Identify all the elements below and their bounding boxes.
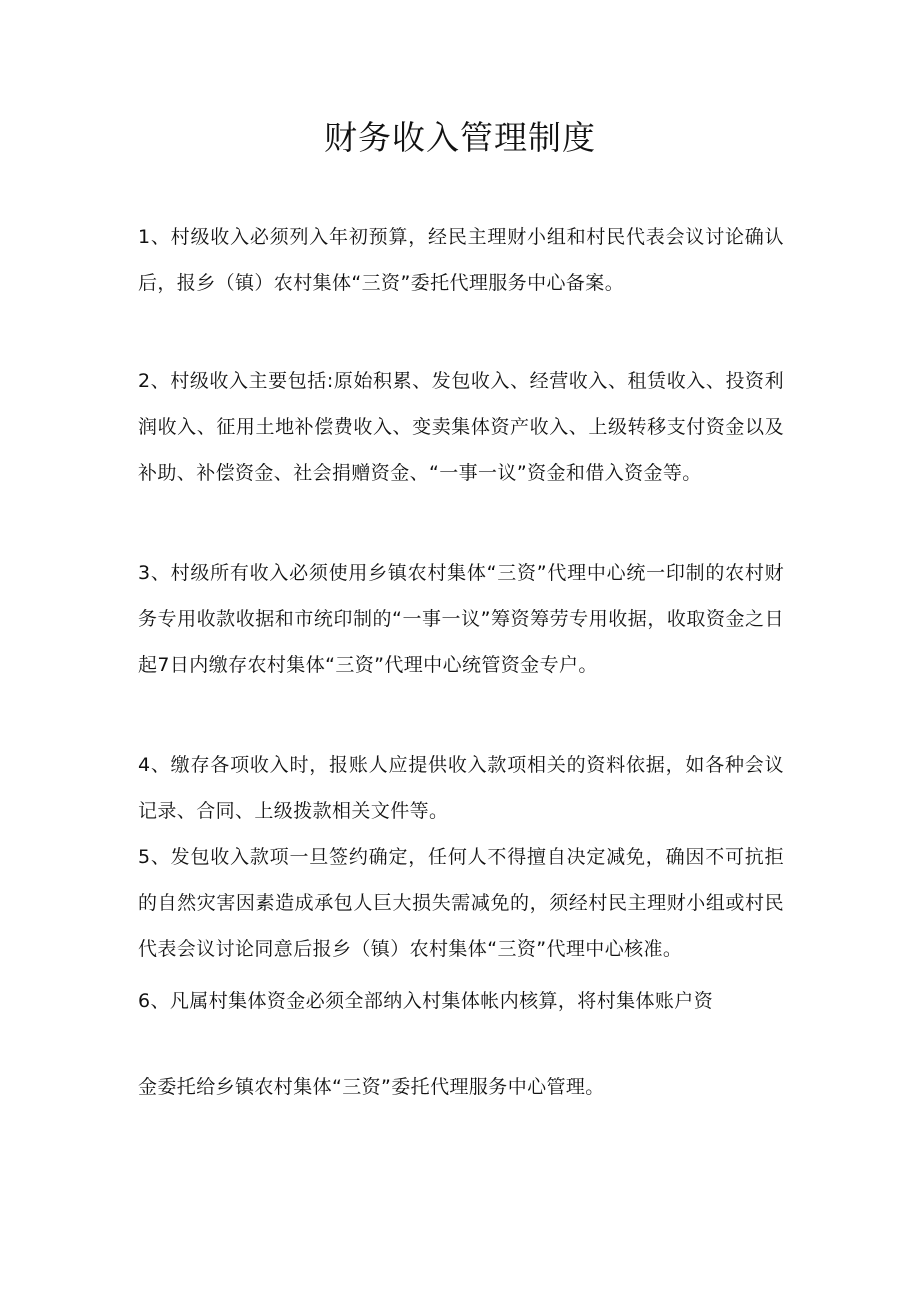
paragraph-3: 3、村级所有收入必须使用乡镇农村集体“三资”代理中心统一印制的农村财务专用收款收据和市统印制的“一事一议”筹资筹劳专用收据，收取资金之日起7日内缴存农村集体“三资”代理中心统管资金专户。 — [138, 562, 784, 676]
paragraph-1: 1、村级收入必须列入年初预算，经民主理财小组和村民代表会议讨论确认后，报乡（镇）农村集体“三资”委托代理服务中心备案。 — [138, 226, 784, 294]
paragraph-4: 4、缴存各项收入时，报账人应提供收入款项相关的资料依据，如各种会议记录、合同、上级拨款相关文件等。 — [138, 754, 784, 822]
paragraph-6: 6、凡属村集体资金必须全部纳入村集体帐内核算，将村集体账户资 — [138, 990, 714, 1012]
paragraph-2: 2、村级收入主要包括:原始积累、发包收入、经营收入、租赁收入、投资利润收入、征用土地补偿费收入、变卖集体资产收入、上级转移支付资金以及补助、补偿资金、社会捐赠资金、“一事一议”资金和借入资金等。 — [138, 370, 784, 484]
document-title: 财务收入管理制度 — [324, 118, 596, 157]
paragraph-5: 5、发包收入款项一旦签约确定，任何人不得擅自决定减免，确因不可抗拒的自然灾害因素造成承包人巨大损失需减免的，须经村民主理财小组或村民代表会议讨论同意后报乡（镇）农村集体“三资”代理中心核准。 — [138, 846, 784, 960]
paragraph-6-continuation: 金委托给乡镇农村集体“三资”委托代理服务中心管理。 — [138, 1076, 605, 1098]
